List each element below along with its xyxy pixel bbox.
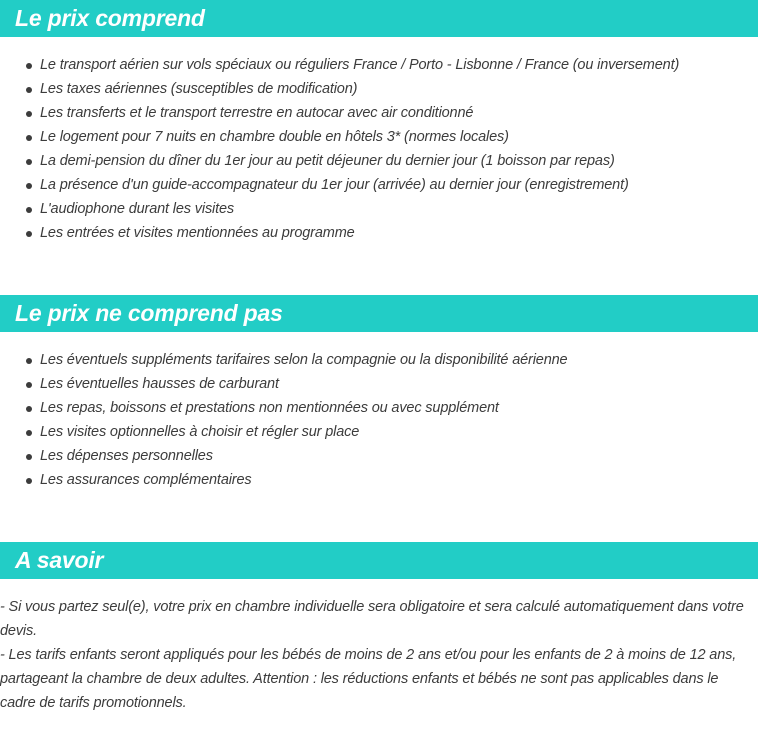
list-item-text: Le transport aérien sur vols spéciaux ou réguliers France / Porto - Lisbonne / France (ou inversement) (40, 57, 680, 73)
section-title-included: Le prix comprend (15, 5, 205, 31)
list-item-text: Les transferts et le transport terrestre en autocar avec air conditionné (40, 105, 474, 121)
bullet-icon (26, 63, 32, 69)
list-item (0, 348, 758, 372)
notes-block (0, 595, 756, 715)
section-header-included (0, 0, 758, 37)
section-title-excluded: Le prix ne comprend pas (15, 300, 283, 326)
bullet-icon (26, 430, 32, 436)
list-item-text: Les éventuelles hausses de carburant (40, 376, 279, 392)
list-item-text: Les visites optionnelles à choisir et régler sur place (40, 424, 360, 440)
list-item (0, 173, 758, 197)
list-item-text: La demi-pension du dîner du 1er jour au petit déjeuner du dernier jour (1 boisson par repas) (40, 153, 615, 169)
list-item-text: La présence d'un guide-accompagnateur du 1er jour (arrivée) au dernier jour (enregistrement) (40, 177, 629, 193)
bullet-icon (26, 111, 32, 117)
section-title-notes: A savoir (15, 547, 104, 573)
list-item (0, 197, 758, 221)
list-item (0, 77, 758, 101)
bullet-icon (26, 358, 32, 364)
section-header-notes (0, 542, 758, 579)
bullet-icon (26, 207, 32, 213)
list-item (0, 101, 758, 125)
bullet-icon (26, 454, 32, 460)
list-item (0, 444, 758, 468)
list-item-text: Les dépenses personnelles (40, 448, 213, 464)
list-item (0, 53, 758, 77)
section-header-excluded (0, 295, 758, 332)
list-item (0, 221, 758, 245)
list-item-text: Le logement pour 7 nuits en chambre double en hôtels 3* (normes locales) (40, 129, 509, 145)
list-item-text: Les assurances complémentaires (40, 472, 252, 488)
bullet-icon (26, 135, 32, 141)
bullet-icon (26, 478, 32, 484)
bullet-icon (26, 87, 32, 93)
bullet-icon (26, 382, 32, 388)
bullet-icon (26, 159, 32, 165)
list-item (0, 372, 758, 396)
list-item (0, 420, 758, 444)
list-item-text: Les éventuels suppléments tarifaires selon la compagnie ou la disponibilité aérienne (40, 352, 568, 368)
list-item (0, 396, 758, 420)
excluded-list (0, 348, 758, 492)
list-item-text: Les taxes aériennes (susceptibles de modification) (40, 81, 358, 97)
note-paragraph: - Les tarifs enfants seront appliqués pour les bébés de moins de 2 ans et/ou pour les enfants de 2 à moins de 12 ans, partageant la chambre de deux adultes. Attention : les réductions enfants et bébés ne sont pas applicables dans le cadre de tarifs promotionnels. (0, 647, 737, 711)
bullet-icon (26, 183, 32, 189)
list-item (0, 149, 758, 173)
bullet-icon (26, 231, 32, 237)
bullet-icon (26, 406, 32, 412)
list-item (0, 468, 758, 492)
note-paragraph: - Si vous partez seul(e), votre prix en chambre individuelle sera obligatoire et sera calculé automatiquement dans votre devis. (0, 599, 744, 639)
list-item-text: Les entrées et visites mentionnées au programme (40, 225, 355, 241)
included-list (0, 53, 758, 245)
list-item-text: Les repas, boissons et prestations non mentionnées ou avec supplément (40, 400, 499, 416)
list-item-text: L'audiophone durant les visites (40, 201, 235, 217)
list-item (0, 125, 758, 149)
